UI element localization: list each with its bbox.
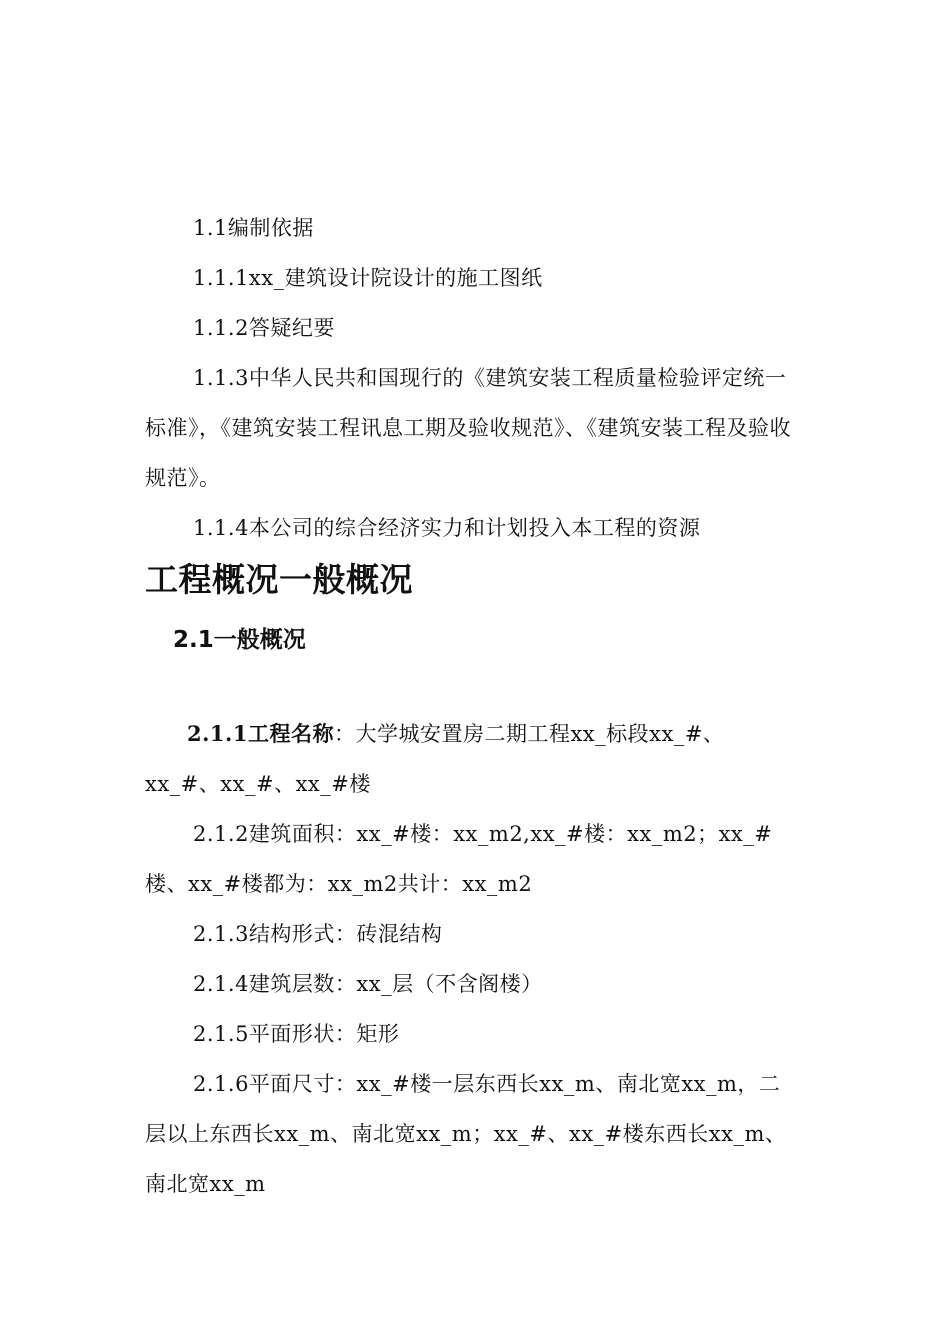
heading-main: 工程概况一般概况 — [145, 560, 413, 599]
section-2-1-2: 2.1.2建筑面积：xx_#楼：xx_m2,xx_#楼：xx_m2；xx_#楼、xx_#楼都为：xx_m2共计：xx_m2 — [145, 822, 773, 896]
section-2-1-3: 2.1.3结构形式：砖混结构 — [193, 922, 443, 946]
heading-2-1: 2.1一般概况 — [173, 627, 306, 653]
section-2-1-4: 2.1.4建筑层数：xx_层（不含阁楼） — [193, 972, 543, 996]
section-2-1-6: 2.1.6平面尺寸：xx_#楼一层东西长xx_m、南北宽xx_m，二层以上东西长xx_m、南北宽xx_m；xx_#、xx_#楼东西长xx_m、南北宽xx_m — [145, 1072, 787, 1196]
section-1-1-4: 1.1.4本公司的综合经济实力和计划投入本工程的资源 — [193, 516, 701, 540]
section-1-1: 1.1编制依据 — [193, 216, 314, 240]
section-1-1-1: 1.1.1xx_建筑设计院设计的施工图纸 — [193, 266, 543, 290]
section-2-1-1 — [145, 709, 795, 809]
section-1-1-3: 1.1.3中华人民共和国现行的《建筑安装工程质量检验评定统一标准》，《建筑安装工程讯息工期及验收规范》、《建筑安装工程及验收规范》。 — [145, 366, 791, 490]
section-2-1-5: 2.1.5平面形状：矩形 — [193, 1022, 400, 1046]
section-1-1-2: 1.1.2答疑纪要 — [193, 316, 335, 340]
section-2-1-1-label: 2.1.1工程名称 — [187, 721, 334, 746]
section-2-1-1-value: ：大学城安置房二期工程xx_标段xx_#、xx_#、xx_#、xx_#楼 — [145, 722, 725, 796]
document-body — [145, 203, 795, 1209]
